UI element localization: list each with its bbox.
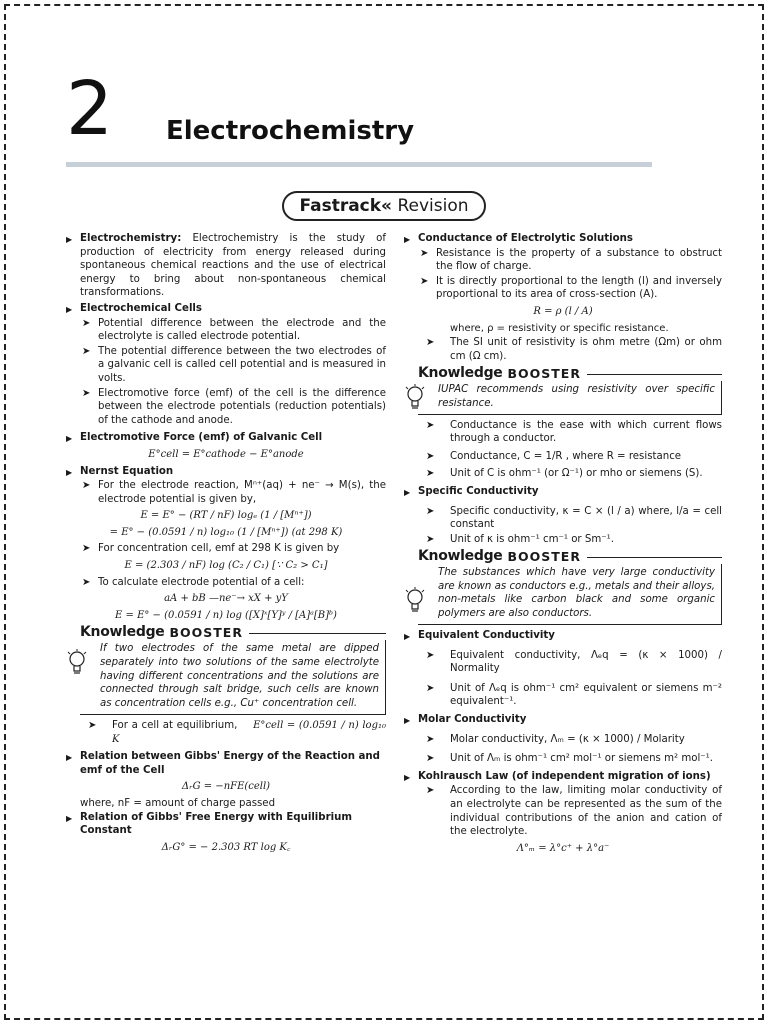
list-item: ➤ For the electrode reaction, Mⁿ⁺(aq) + ne⁻ → M(s), the electrode potential is given by, — [66, 479, 386, 506]
concentration-equation: E = (2.303 / nF) log (C₂ / C₁) [∵ C₂ > C₁] — [124, 560, 328, 572]
banner-bold: Fastrack« — [299, 196, 393, 216]
equilibrium-text: For a cell at equilibrium, — [112, 720, 238, 732]
specific-heading: ▶ Specific Conductivity — [404, 485, 722, 499]
list-item: ➤ Molar conductivity, Λₘ = (κ × 1000) / Molarity — [404, 733, 722, 747]
cell-reaction: aA + bB —ne⁻→ xX + yY — [164, 593, 288, 605]
list-item — [66, 719, 386, 746]
chapter-number: 2 — [66, 66, 114, 152]
nernst-heading: ▶ Nernst Equation — [66, 465, 386, 479]
knowledge-booster-title — [418, 367, 722, 381]
emf-heading: ▶ Electromotive Force (emf) of Galvanic Cell — [66, 431, 386, 445]
list-item: ➤ Potential difference between the electrode and the electrolyte is called electrode potential. — [66, 317, 386, 344]
kb-title-line — [249, 633, 386, 634]
list-item: ➤ Resistance is the property of a substance to obstruct the flow of charge. — [404, 247, 722, 274]
lightbulb-icon — [66, 648, 88, 680]
list-item: ➤ The potential difference between the two electrodes of a galvanic cell is called cell potential and is measured in volts. — [66, 345, 386, 386]
electrochemistry-text: Electrochemistry is the study of production of electricity from energy released during spontaneous chemical reactions and the use of electrical energy to bring about non-spontaneous chemical transformations. — [80, 233, 386, 299]
kb-title-a: Knowledge — [80, 624, 165, 641]
banner-normal: Revision — [392, 196, 469, 216]
nernst-equation-2: = E° − (0.0591 / n) log₁₀ (1 / [Mⁿ⁺]) (at 298 K) — [109, 526, 343, 538]
kohlrausch-heading: ▶ Kohlrausch Law (of independent migration of ions) — [404, 770, 722, 784]
list-item: ➤ It is directly proportional to the length (l) and inversely proportional to its area of cross-section (A). — [404, 275, 722, 302]
list-item: ➤ Unit of Λₑq is ohm⁻¹ cm² equivalent or siemens m⁻² equivalent⁻¹. — [404, 682, 722, 709]
electrochemistry-definition — [66, 232, 386, 300]
equilibrium-equation: E°cell = (0.0591 / n) log₁₀ K — [112, 720, 386, 745]
nernst-equation-1: E = E° − (RT / nF) logₑ (1 / [Mⁿ⁺]) — [140, 510, 312, 522]
list-item: ➤ For concentration cell, emf at 298 K is given by — [66, 542, 386, 556]
kb-title-line — [587, 557, 722, 558]
list-item: ➤ The SI unit of resistivity is ohm metre (Ωm) or ohm cm (Ω cm). — [404, 336, 722, 363]
fastrack-revision-banner — [282, 191, 486, 221]
kb-title-b: BOOSTER — [169, 625, 243, 641]
knowledge-booster-text: IUPAC recommends using resistivity over specific resistance. — [418, 381, 722, 415]
gibbs-equation: ΔᵣG = −nFE(cell) — [181, 781, 271, 793]
knowledge-booster-title — [80, 626, 386, 640]
equivalent-heading: ▶ Equivalent Conductivity — [404, 629, 722, 643]
conductance-heading: ▶ Conductance of Electrolytic Solutions — [404, 232, 722, 246]
list-item: ➤ According to the law, limiting molar conductivity of an electrolyte can be represented as the sum of the individual contributions of the anion and cation of the electrolyte. — [404, 784, 722, 838]
electrode-potential-equation: E = E° − (0.0591 / n) log ([X]ˣ[Y]ʸ / [A]ᵃ[B]ᵇ) — [115, 609, 337, 621]
emf-equation: E°cell = E°cathode − E°anode — [148, 448, 304, 460]
list-item: ➤ Equivalent conductivity, Λₑq = (κ × 1000) / Normality — [404, 649, 722, 676]
kb-title-line — [587, 374, 722, 375]
left-column — [66, 232, 386, 857]
list-item: ➤ Unit of C is ohm⁻¹ (or Ω⁻¹) or mho or siemens (S). — [404, 467, 722, 481]
gibbs-heading: ▶ Relation between Gibbs' Energy of the Reaction and emf of the Cell — [66, 750, 386, 777]
kb-title-a: Knowledge — [418, 548, 503, 565]
knowledge-booster-title — [418, 550, 722, 564]
list-item: ➤ Conductance is the ease with which current flows through a conductor. — [404, 419, 722, 446]
list-item: ➤ Specific conductivity, κ = C × (l / a) where, l/a = cell constant — [404, 505, 722, 532]
molar-heading: ▶ Molar Conductivity — [404, 713, 722, 727]
list-item: ➤ To calculate electrode potential of a cell: — [66, 576, 386, 590]
kb-title-a: Knowledge — [418, 365, 503, 382]
list-item: ➤ Electromotive force (emf) of the cell is the difference between the electrode potentials (reduction potentials) of the cathode and anode. — [66, 387, 386, 428]
resistance-equation: R = ρ (l / A) — [533, 305, 593, 317]
chapter-title: Electrochemistry — [166, 116, 415, 146]
title-rule — [66, 162, 652, 167]
gibbs-k-equation: ΔᵣG° = − 2.303 RT log K꜀ — [161, 841, 291, 853]
gibbs-k-heading: ▶ Relation of Gibbs' Free Energy with Equilibrium Constant — [66, 811, 386, 838]
list-item: ➤ Unit of κ is ohm⁻¹ cm⁻¹ or Sm⁻¹. — [404, 533, 722, 547]
right-column — [404, 232, 722, 858]
kb-title-b: BOOSTER — [507, 549, 581, 565]
lightbulb-icon — [404, 383, 426, 415]
knowledge-booster — [404, 367, 722, 414]
list-item: ➤ Conductance, C = 1/R , where R = resistance — [404, 450, 722, 464]
electrochemistry-term: Electrochemistry: — [80, 233, 182, 244]
gibbs-where: where, nF = amount of charge passed — [80, 797, 276, 809]
cells-heading: ▶ Electrochemical Cells — [66, 302, 386, 316]
knowledge-booster — [66, 626, 386, 715]
knowledge-booster — [404, 550, 722, 625]
knowledge-booster-text: If two electrodes of the same metal are dipped separately into two solutions of the same electrolyte having different concentrations and the solutions are connected through salt bridge, such cells are known as concentration cells e.g., Cu⁺ concentration cell. — [80, 640, 386, 715]
lightbulb-icon — [404, 586, 426, 618]
list-item: ➤ Unit of Λₘ is ohm⁻¹ cm² mol⁻¹ or siemens m² mol⁻¹. — [404, 752, 722, 766]
knowledge-booster-text: The substances which have very large conductivity are known as conductors e.g., metals and their alloys, non-metals like carbon black and some organic polymers are also conductors. — [418, 564, 722, 625]
kohlrausch-equation: Λ°ₘ = λ°c⁺ + λ°a⁻ — [516, 842, 610, 854]
kb-title-b: BOOSTER — [507, 366, 581, 382]
resistance-where: where, ρ = resistivity or specific resistance. — [450, 322, 669, 334]
